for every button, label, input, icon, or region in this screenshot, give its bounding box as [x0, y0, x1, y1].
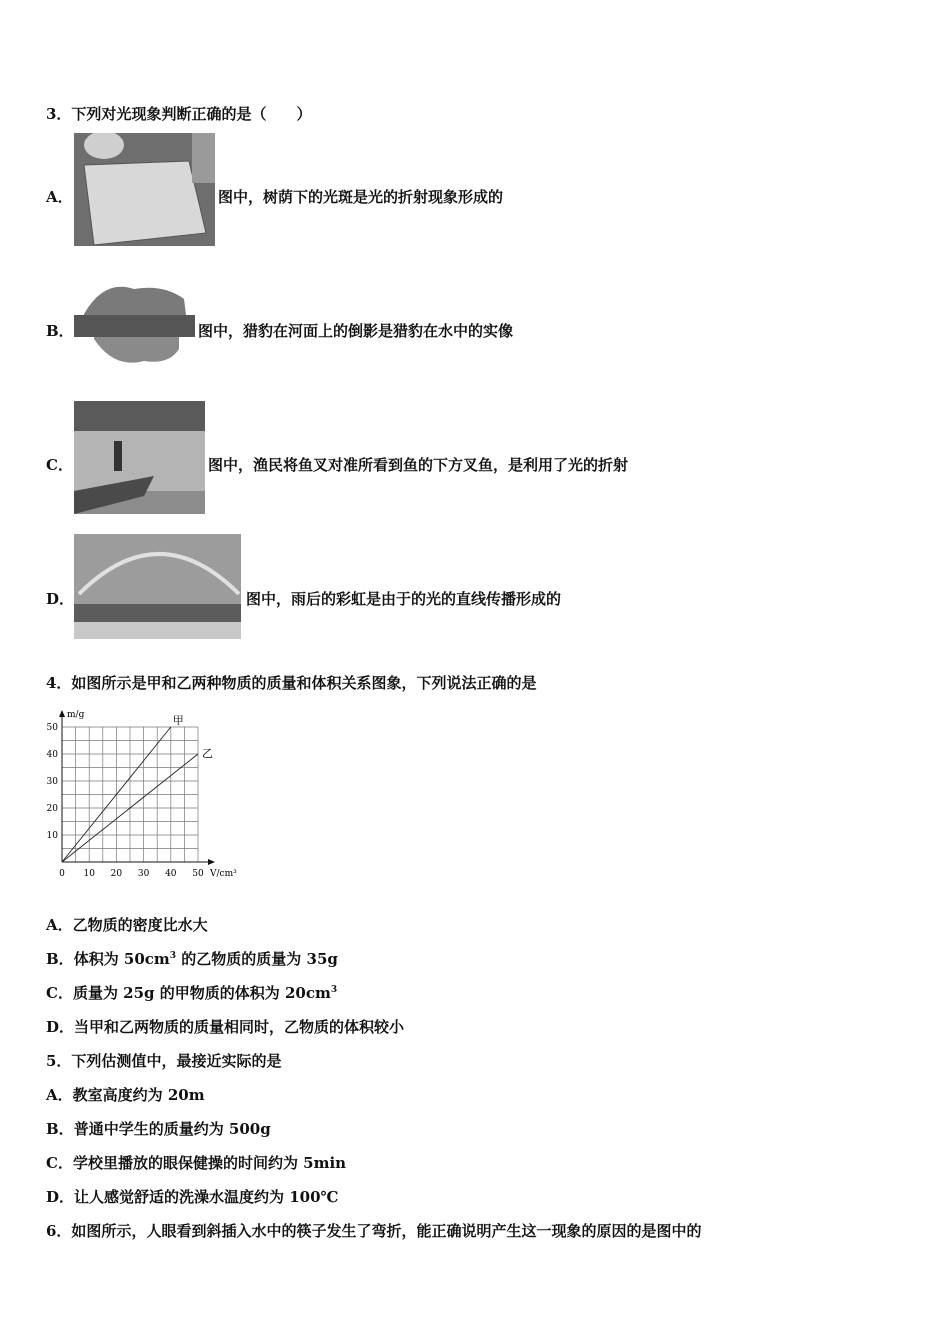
y-axis-arrow: [59, 710, 65, 717]
q4-option-b-text-pre: 体积为 50cm: [73, 950, 170, 968]
q3-option-a-label: A．: [46, 188, 73, 206]
x-tick-label: 10: [83, 869, 95, 879]
q3-option-d-label: D．: [46, 590, 75, 608]
y-tick-label: 30: [46, 777, 58, 787]
q3-option-b-text: 图中，猎豹在河面上的倒影是猎豹在水中的实像: [198, 322, 514, 340]
series-label-yi: 乙: [202, 747, 213, 760]
q3-option-c-text: 图中，渔民将鱼叉对准所看到鱼的下方叉鱼，是利用了光的折射: [208, 456, 629, 474]
q4-option-c-label: C．: [46, 984, 73, 1002]
series-label-jia: 甲: [172, 714, 184, 727]
q3-option-c-label: C．: [46, 456, 73, 474]
q3-option-d-image-rainbow: [74, 534, 241, 639]
x-tick-label: 20: [110, 869, 123, 879]
q3-option-c-image-fisherman: [74, 401, 205, 514]
q5-option-d-text: 让人感觉舒适的洗澡水温度约为 100℃: [74, 1188, 339, 1206]
chart-grid: [62, 727, 198, 862]
q4-option-a-text: 乙物质的密度比水大: [72, 916, 208, 934]
q4-option-a: [46, 914, 208, 935]
q3-option-b-label: B．: [46, 322, 74, 340]
q5-option-c-text: 学校里播放的眼保健操的时间约为 5min: [72, 1154, 347, 1172]
y-tick-label: 10: [46, 831, 58, 841]
mass-volume-chart: [44, 700, 244, 885]
question-5-stem: 5．下列估测值中，最接近实际的是: [46, 1052, 282, 1070]
q4-option-b: [46, 948, 338, 969]
q4-option-b-text-post: 的乙物质的质量为 35g: [176, 950, 338, 968]
q5-option-b: [46, 1118, 271, 1139]
q4-option-c-text-pre: 质量为 25g 的甲物质的体积为 20cm: [72, 984, 331, 1002]
y-tick-label: 50: [46, 723, 58, 733]
q4-option-d-label: D．: [46, 1018, 75, 1036]
q5-option-a-label: A．: [46, 1086, 73, 1104]
q5-option-c-label: C．: [46, 1154, 73, 1172]
q5-option-a: [46, 1084, 205, 1105]
q5-option-b-text: 普通中学生的质量约为 500g: [73, 1120, 271, 1138]
x-tick-label: 30: [137, 869, 150, 879]
x-axis-label: V/cm³: [210, 869, 237, 879]
q4-option-c: [46, 982, 337, 1003]
q4-option-a-label: A．: [46, 916, 73, 934]
q4-option-d-text: 当甲和乙两物质的质量相同时，乙物质的体积较小: [74, 1018, 405, 1036]
x-tick-label: 50: [192, 869, 204, 879]
x-axis-arrow: [208, 859, 215, 865]
q5-option-d: [46, 1186, 339, 1207]
q5-option-c: [46, 1152, 346, 1173]
q5-option-d-label: D．: [46, 1188, 75, 1206]
x-tick-label: 40: [165, 869, 177, 879]
question-3-stem: 3．下列对光现象判断正确的是（ ）: [46, 105, 312, 123]
q4-option-c-sup: 3: [330, 985, 338, 995]
x-tick-label: 0: [59, 869, 65, 879]
q5-option-b-label: B．: [46, 1120, 74, 1138]
q5-option-a-text: 教室高度约为 20m: [72, 1086, 205, 1104]
question-4-stem: 4．如图所示是甲和乙两种物质的质量和体积关系图象，下列说法正确的是: [46, 674, 537, 692]
question-6-stem: 6．如图所示，人眼看到斜插入水中的筷子发生了弯折，能正确说明产生这一现象的原因的是图中的: [46, 1222, 702, 1240]
q4-option-b-label: B．: [46, 950, 74, 968]
q4-option-b-sup: 3: [169, 951, 177, 961]
q3-option-a-image-tree-shade: [74, 133, 215, 246]
chart-series: [62, 714, 213, 862]
y-tick-label: 20: [46, 804, 58, 814]
q3-option-d-text: 图中，雨后的彩虹是由于的光的直线传播形成的: [246, 590, 562, 608]
y-tick-label: 40: [46, 750, 58, 760]
y-axis-label: m/g: [67, 710, 85, 720]
q3-option-a-text: 图中，树荫下的光斑是光的折射现象形成的: [218, 188, 504, 206]
q3-option-b-image-leopard-reflection: [74, 269, 195, 379]
q4-option-d: [46, 1016, 404, 1037]
